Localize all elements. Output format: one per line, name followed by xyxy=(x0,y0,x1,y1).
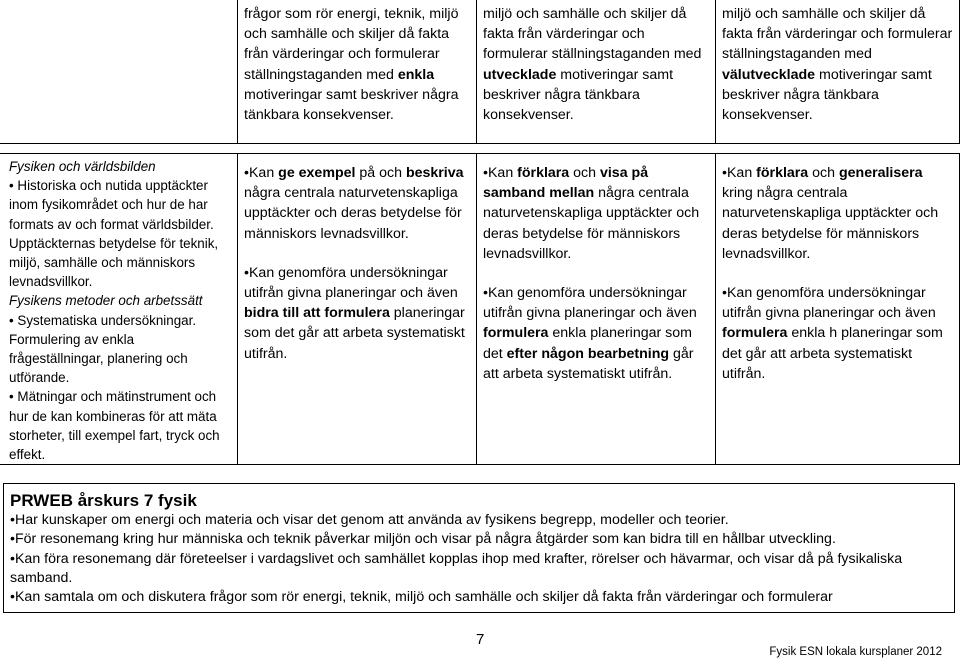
page-number: 7 xyxy=(476,631,485,648)
top-table xyxy=(0,0,960,144)
grade-c-para-1: •Kan förklara och visa på samband mellan några centrala naturvetenskapliga upptäckter och deras betydelse för människors levnadsvillkor. xyxy=(483,165,700,262)
top-cell-e xyxy=(238,0,477,144)
heading-worldview: Fysiken och världsbilden xyxy=(9,159,156,174)
grade-c-cell xyxy=(477,154,716,465)
grade-a-cell xyxy=(716,154,960,465)
top-a-text: miljö och samhälle och skiljer då fakta från värderingar och formulerar ställningstaganden med xyxy=(722,6,953,63)
summary-bullet: •Har kunskaper om energi och materia och visar det genom att använda av fysikens begrepp, modeller och teorier. xyxy=(10,512,729,528)
grade-e-para-2: •Kan genomföra undersökningar utifrån givna planeringar och även bidra till att formulera planeringar som det går att arbeta systematiskt utifrån. xyxy=(244,264,465,362)
grade-c-para-2: •Kan genomföra undersökningar utifrån givna planeringar och även formulera enkla planeringar som det efter någon bearbetning går att arbeta systematiskt utifrån. xyxy=(483,285,697,382)
content-table xyxy=(0,153,960,465)
heading-methods: Fysikens metoder och arbetssätt xyxy=(9,293,203,309)
top-a-bold: välutvecklade xyxy=(722,66,816,83)
central-content-cell xyxy=(0,154,238,465)
grade-e-cell xyxy=(238,154,477,465)
top-e-text-end: motiveringar samt beskriver några tänkbara konsekvenser. xyxy=(244,86,459,124)
top-c-bold: utvecklade xyxy=(483,66,557,83)
course-summary-box xyxy=(3,483,955,613)
item-investigations: • Systematiska undersökningar. Formulering av enkla frågeställningar, planering och utförande. xyxy=(9,312,197,386)
footer-text: Fysik ESN lokala kursplaner 2012 xyxy=(769,646,942,658)
summary-bullet: •Kan samtala om och diskutera frågor som rör energi, teknik, miljö och samhälle och skiljer då fakta från värderingar och formulerar xyxy=(10,589,833,606)
summary-title: PRWEB årskurs 7 fysik xyxy=(10,491,197,510)
top-cell-a xyxy=(716,0,960,144)
grade-a-para-2: •Kan genomföra undersökningar utifrån givna planeringar och även formulera enkla h planeringar som det går att arbeta systematiskt utifrån. xyxy=(722,285,943,382)
grade-a-para-1: •Kan förklara och generalisera kring några centrala naturvetenskapliga upptäckter och deras betydelse för människors levnadsvillkor. xyxy=(722,165,939,262)
item-discoveries: • Historiska och nutida upptäckter inom fysikområdet och hur de har formats av och format världsbilder. Upptäckternas betydelse för teknik, miljö, samhälle och människors levnadsvillkor. xyxy=(9,178,219,290)
top-e-text: frågor som rör energi, teknik, miljö och samhälle och skiljer då fakta från värderingar och formulerar ställningstaganden med xyxy=(244,6,459,83)
summary-bullet: •För resonemang kring hur människa och teknik påverkar miljön och visar på några åtgärder som kan bidra till en hållbar utveckling. xyxy=(10,531,836,548)
item-measurements: • Mätningar och mätinstrument och hur de kan kombineras för att mäta storheter, till exempel fart, tryck och effekt. xyxy=(9,389,220,463)
grade-e-para-1: •Kan ge exempel på och beskriva några centrala naturvetenskapliga upptäckter och deras betydelse för människors levnadsvillkor. xyxy=(244,165,464,242)
top-e-bold: enkla xyxy=(397,66,435,83)
top-a-text-end: motiveringar samt beskriver några tänkbara konsekvenser. xyxy=(722,66,932,124)
top-empty-cell xyxy=(0,0,238,144)
top-cell-c xyxy=(477,0,716,144)
summary-bullet: •Kan föra resonemang där företeelser i vardagslivet och samhället kopplas ihop med krafter, rörelser och hävarmar, och visar då på fysikaliska samband. xyxy=(10,550,903,586)
top-c-text-end: motiveringar samt beskriver några tänkbara konsekvenser. xyxy=(483,66,674,124)
top-c-text: miljö och samhälle och skiljer då fakta från värderingar och formulerar ställningstaganden med xyxy=(483,6,702,63)
